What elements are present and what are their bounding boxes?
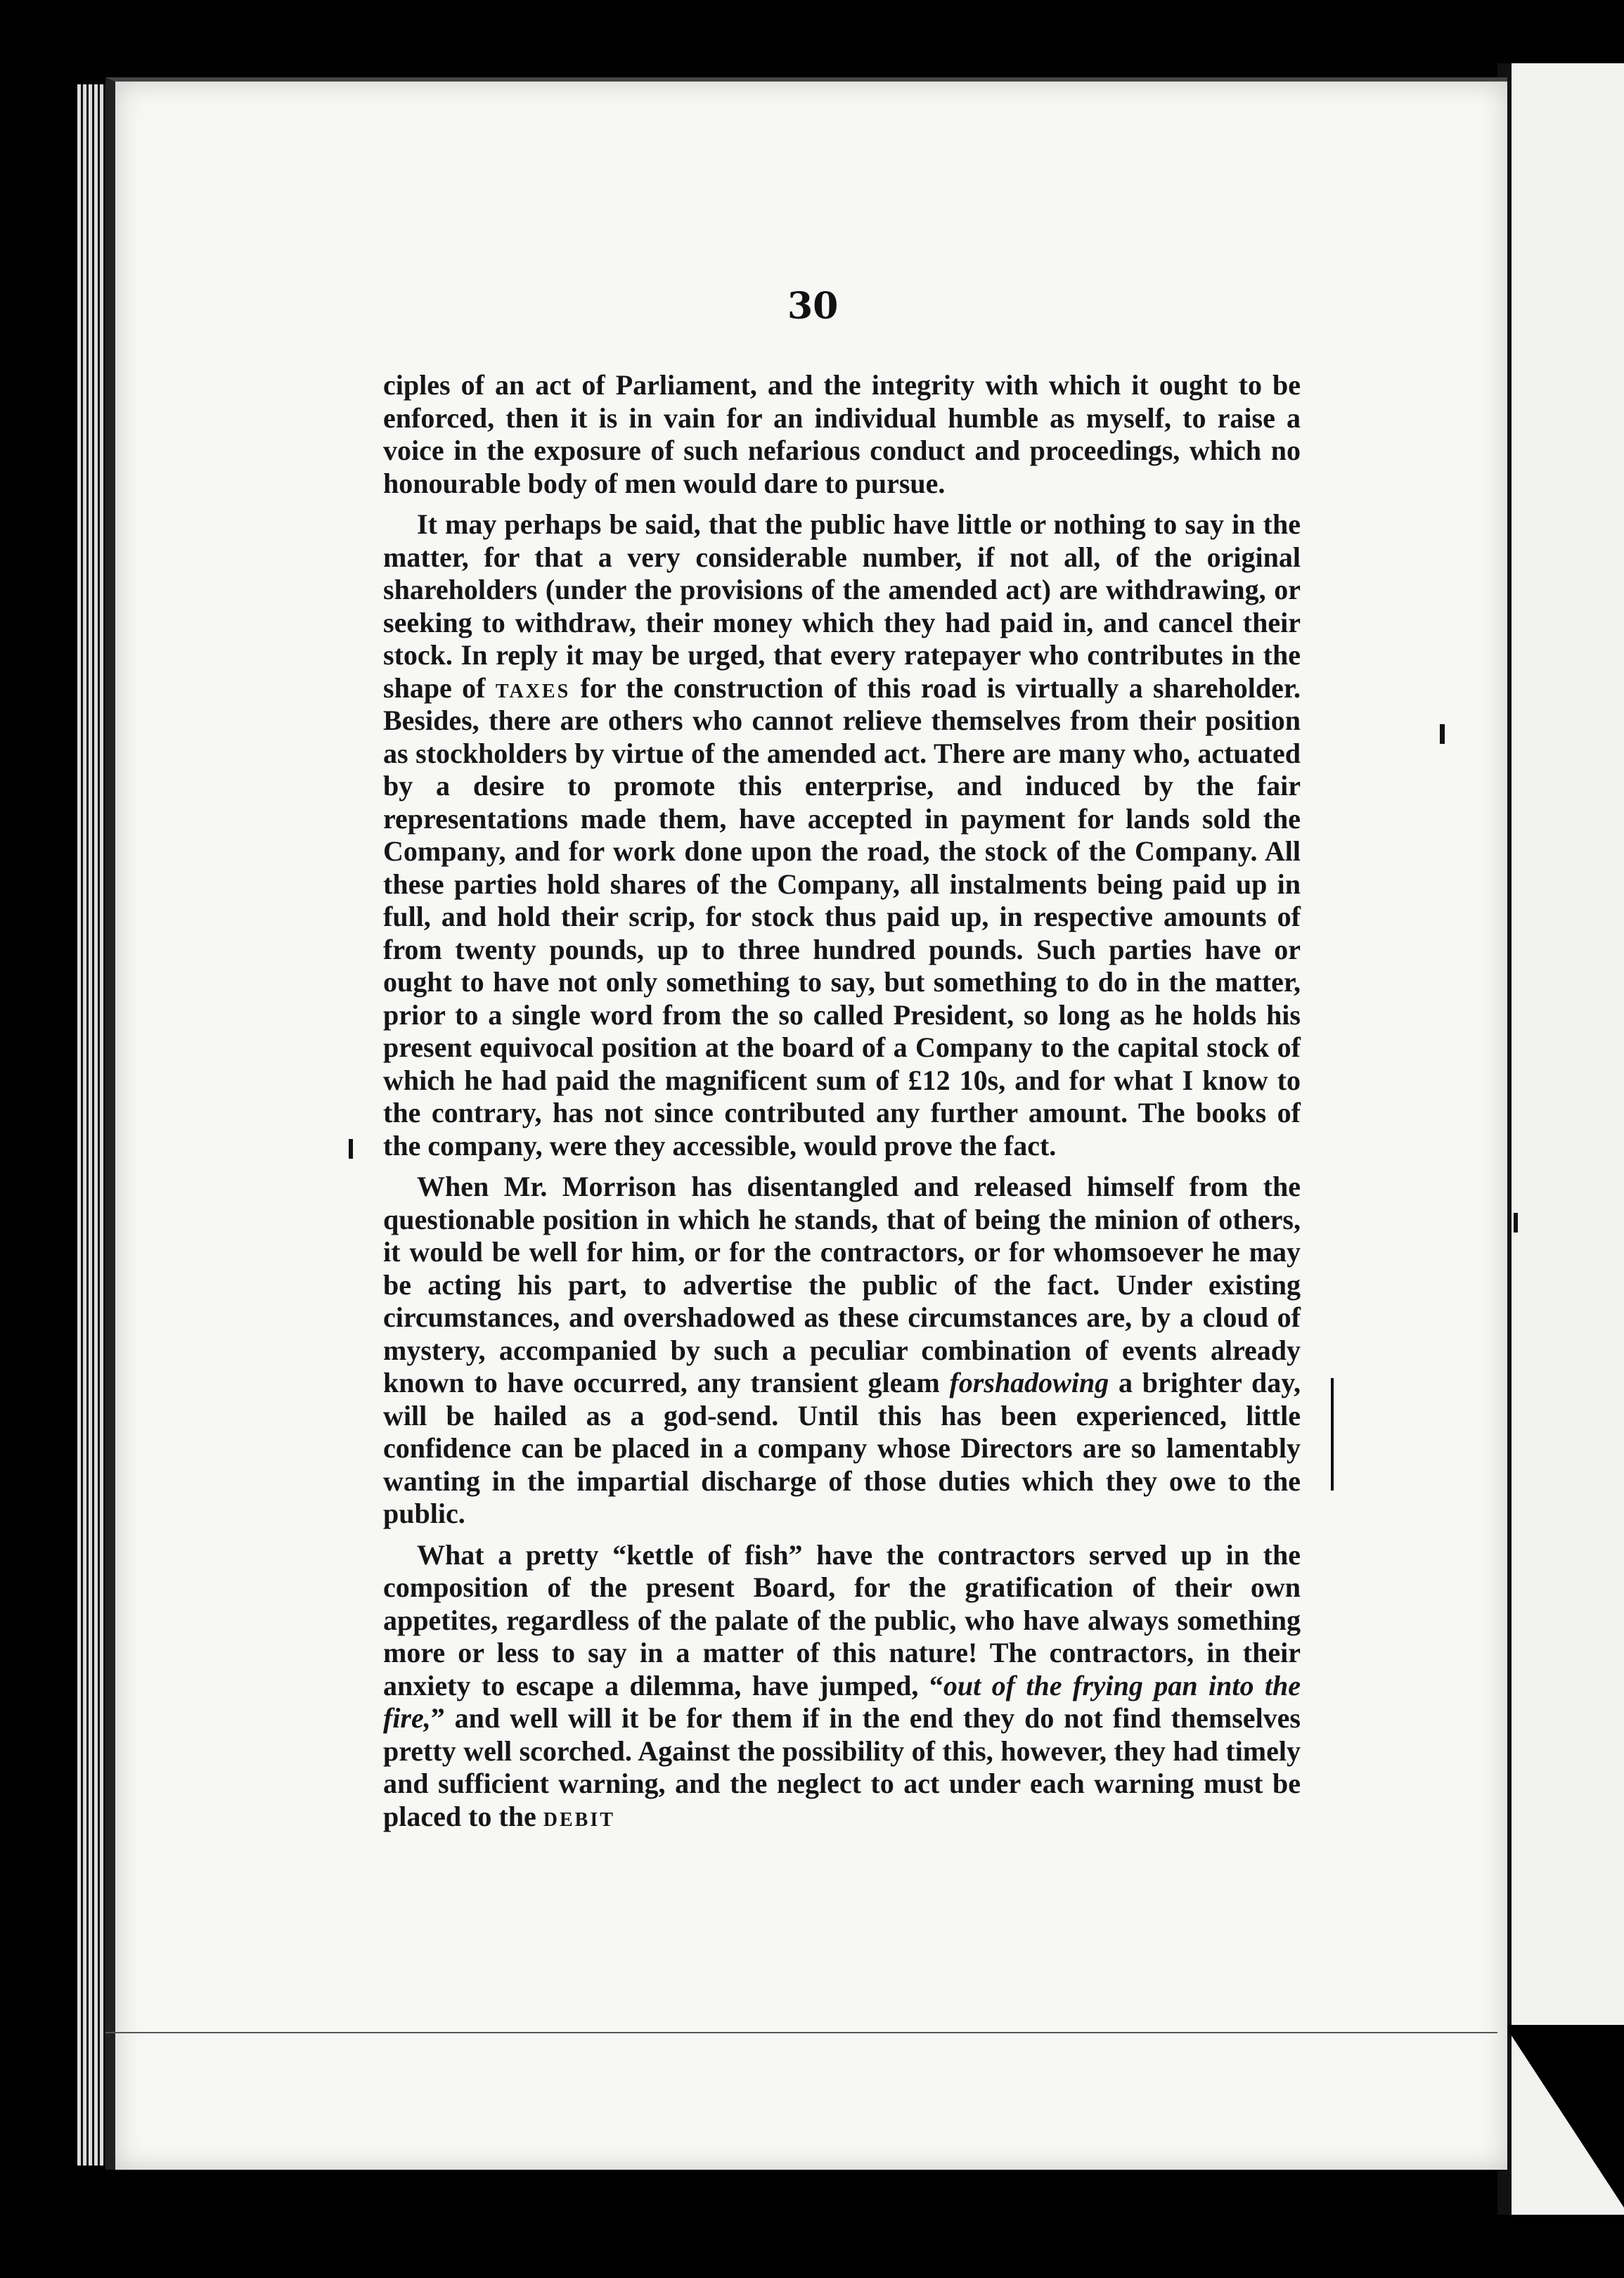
paragraph-4-after: ” and well will it be for them if in the end they do not find themselves pretty well scorched. Against the possibility of this, however, they had timely and sufficient warning, and the neglect to act under each warning must be placed to the: [383, 1702, 1301, 1832]
idiom-italic: out of the frying pan into the fire,: [383, 1669, 1301, 1734]
paragraph-3-after: a brighter day, will be hailed as a god-send. Until this has been experienced, little confidence can be placed in a company whose Directors are so lamentably wanting in the impartial discharge of those duties which they owe to the public.: [383, 1367, 1301, 1529]
page-edge: [77, 84, 105, 2166]
paragraph-3-before: When Mr. Morrison has disentangled and released himself from the questionable position in which he stands, that of being the minion of others, it would be well for him, or for the contractors, or for whomsoever he may be acting his part, to advertise the public of the fact. Under existing circumstances, and overshadowed as these circumstances are, by a cloud of mystery, accompanied by such a peculiar combination of events already known to have occurred, any transient gleam: [383, 1171, 1301, 1398]
paragraph-4: [383, 1539, 1301, 1834]
margin-mark-right-1: [1440, 724, 1445, 744]
forshadowing-italic: forshadowing: [949, 1367, 1109, 1398]
adjacent-page-strip: [1497, 63, 1624, 2215]
page-number: 30: [787, 285, 839, 328]
paragraph-2-before: It may perhaps be said, that the public have little or nothing to say in the matter, for that a very considerable number, if not all, of the original shareholders (under the provisions of the amended act) are withdrawing, or seeking to withdraw, their money which they had paid in, and cancel their stock. In reply it may be urged, that every ratepayer who contributes in the shape of: [383, 508, 1301, 704]
body-text: [383, 369, 1301, 1841]
paragraph-3: [383, 1171, 1301, 1531]
debit-smallcaps: debit: [543, 1800, 615, 1832]
scan-shadow-corner: [1504, 2025, 1624, 2208]
paragraph-2-after: for the construction of this road is virtually a shareholder. Besides, there are others who cannot relieve themselves from their position as stockholders by virtue of the amended act. There are many who, actuated by a desire to promote this enterprise, and induced by the fair representations made them, have accepted in payment for lands sold the Company, and for work done upon the road, the stock of the Company. All these parties hold shares of the Company, all instalments being paid up in full, and hold their scrip, for stock thus paid up, in respective amounts of from twenty pounds, up to three hundred pounds. Such parties have or ought to have not only something to say, but something to do in the matter, prior to a single word from the so called President, so long as he holds his present equivocal position at the board of a Company to the capital stock of which he had paid the magnificent sum of £12 10s, and for what I know to the contrary, has not since contributed any further amount. The books of the company, were they accessible, would prove the fact.: [383, 671, 1301, 1161]
scan-rule-line: [105, 2032, 1497, 2033]
margin-mark-right-2: [1514, 1213, 1518, 1233]
margin-mark-left: [349, 1139, 353, 1159]
paragraph-2: [383, 508, 1301, 1162]
taxes-smallcaps: taxes: [495, 671, 571, 704]
paragraph-4-before: What a pretty “kettle of fish” have the contractors served up in the composition of the present Board, for the gratification of their own appetites, regardless of the palate of the public, who have always something more or less to say in a matter of this nature! The contractors, in their anxiety to escape a dilemma, have jumped, “: [383, 1538, 1301, 1701]
paragraph-1: ciples of an act of Parliament, and the integrity with which it ought to be enforced, then it is in vain for an individual humble as myself, to raise a voice in the exposure of such nefarious conduct and proceedings, which no honourable body of men would dare to pursue.: [383, 369, 1301, 499]
margin-mark-right-3: [1331, 1378, 1334, 1491]
